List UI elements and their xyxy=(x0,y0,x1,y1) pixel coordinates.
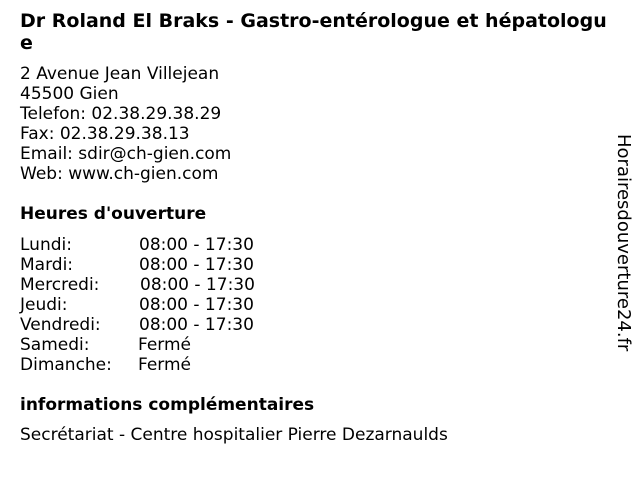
city-address: 45500 Gien xyxy=(20,84,119,104)
day-hours: 08:00 - 17:30 xyxy=(139,255,254,275)
additional-info-heading: informations complémentaires xyxy=(20,395,315,415)
day-label: Samedi: xyxy=(20,335,90,355)
day-label: Vendredi: xyxy=(20,315,101,335)
day-label: Mercredi: xyxy=(20,275,100,295)
page-title: Dr Roland El Braks - Gastro-entérologue et hépatologue xyxy=(20,10,607,54)
day-hours: 08:00 - 17:30 xyxy=(139,235,254,255)
site-watermark: Horairesdouverture24.fr xyxy=(613,134,634,352)
day-label: Dimanche: xyxy=(20,355,112,375)
day-hours: Fermé xyxy=(138,355,192,375)
listing-content xyxy=(20,10,612,445)
day-label: Jeudi: xyxy=(20,295,68,315)
email-address[interactable]: Email: sdir@ch-gien.com xyxy=(20,144,232,164)
fax-number: Fax: 02.38.29.38.13 xyxy=(20,124,190,144)
additional-info-text: Secrétariat - Centre hospitalier Pierre Dezarnaulds xyxy=(20,425,448,445)
day-label: Mardi: xyxy=(20,255,74,275)
day-hours: 08:00 - 17:30 xyxy=(140,275,255,295)
day-hours: Fermé xyxy=(138,335,192,355)
day-hours: 08:00 - 17:30 xyxy=(139,295,254,315)
day-hours: 08:00 - 17:30 xyxy=(139,315,254,335)
opening-hours-heading: Heures d'ouverture xyxy=(20,204,207,224)
phone-number[interactable]: Telefon: 02.38.29.38.29 xyxy=(20,104,222,124)
day-label: Lundi: xyxy=(20,235,72,255)
website-address[interactable]: Web: www.ch-gien.com xyxy=(20,164,219,184)
street-address: 2 Avenue Jean Villejean xyxy=(20,64,220,84)
address-block xyxy=(20,64,612,184)
